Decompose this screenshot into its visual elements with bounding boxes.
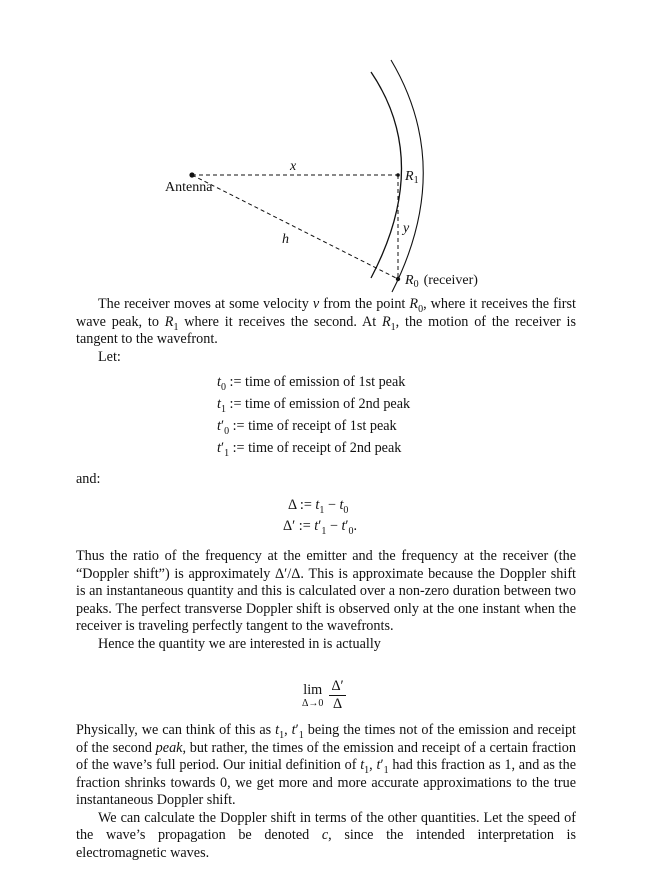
definition-row: $t'_0$ := time of receipt of 1st peak bbox=[217, 418, 397, 437]
definition-row: $t_1$ := time of emission of 2nd peak bbox=[217, 396, 411, 415]
let-line: Let: bbox=[98, 348, 121, 365]
and-line: and: bbox=[76, 471, 101, 487]
r0-label: $R_0$ (receiver) bbox=[405, 273, 478, 290]
physical-interpretation-paragraph: Physically, we can think of this as $t_1$, $t'_1$ being the times not of the emission and receipt of the second peak, but rather, the times of the emission and receipt of a certain fraction of the wave’s full period. Our initial definition of $t_1$, $t'_1$ had this fraction as 1, and as the fraction shrinks towards 0, we get more and more accurate approximations to the true instantaneous Doppler shift. We can calculate the Doppler shift in terms of the other quantities. Let the speed of the wave’s propagation be denoted c, since the intended interpretation is electromagnetic waves. bbox=[76, 722, 576, 861]
intro-paragraph: The receiver moves at some velocity v from the point $R_0$, where it receives the first wave peak, to $R_1$ where it receives the second. At $R_1$, the motion of the receiver is tangent to the wavefront. Let: bbox=[76, 296, 576, 365]
definition-row: $t'_1$ := time of receipt of 2nd peak bbox=[217, 440, 402, 459]
delta-prime-equation: Δ′ := $t'_1 - t'_0$. bbox=[283, 518, 358, 537]
doppler-geometry-figure bbox=[0, 0, 652, 295]
x-label: x bbox=[290, 159, 297, 174]
r1-point bbox=[396, 173, 400, 177]
delta-ratio-fraction: $\frac{\Delta'}{\Delta}$ bbox=[331, 678, 344, 712]
h-dashed-line bbox=[192, 175, 398, 279]
r0-point bbox=[396, 277, 400, 281]
antenna-label: Antenna bbox=[165, 180, 213, 195]
speed-paragraph: We can calculate the Doppler shift in terms of the other quantities. Let the speed of the wave’s propagation be denoted c, since the intended interpretation is electromagnetic waves. bbox=[76, 809, 576, 861]
h-label: h bbox=[282, 232, 289, 247]
r1-label: $R_1$ bbox=[405, 169, 419, 186]
delta-equation: Δ := $t_1 - t_0$ bbox=[288, 497, 349, 516]
definition-row: $t_0$ := time of emission of 1st peak bbox=[217, 374, 406, 393]
doppler-ratio-paragraph: Thus the ratio of the frequency at the emitter and the frequency at the receiver (the “Doppler shift”) is approximately Δ′/Δ. This is approximate because the Doppler shift is an instantaneous quantity and this is calculated over a non-zero duration between two peaks. The perfect transverse Doppler shift is observed only at the one instant when the receiver is traveling perfectly tangent to the wavefronts. Hence the quantity we are interested in is actually bbox=[76, 548, 576, 652]
y-label: y bbox=[403, 221, 410, 236]
antenna-point bbox=[189, 172, 194, 177]
lim-operator: lim Δ→0 bbox=[302, 682, 324, 709]
hence-line: Hence the quantity we are interested in is actually bbox=[98, 635, 381, 652]
